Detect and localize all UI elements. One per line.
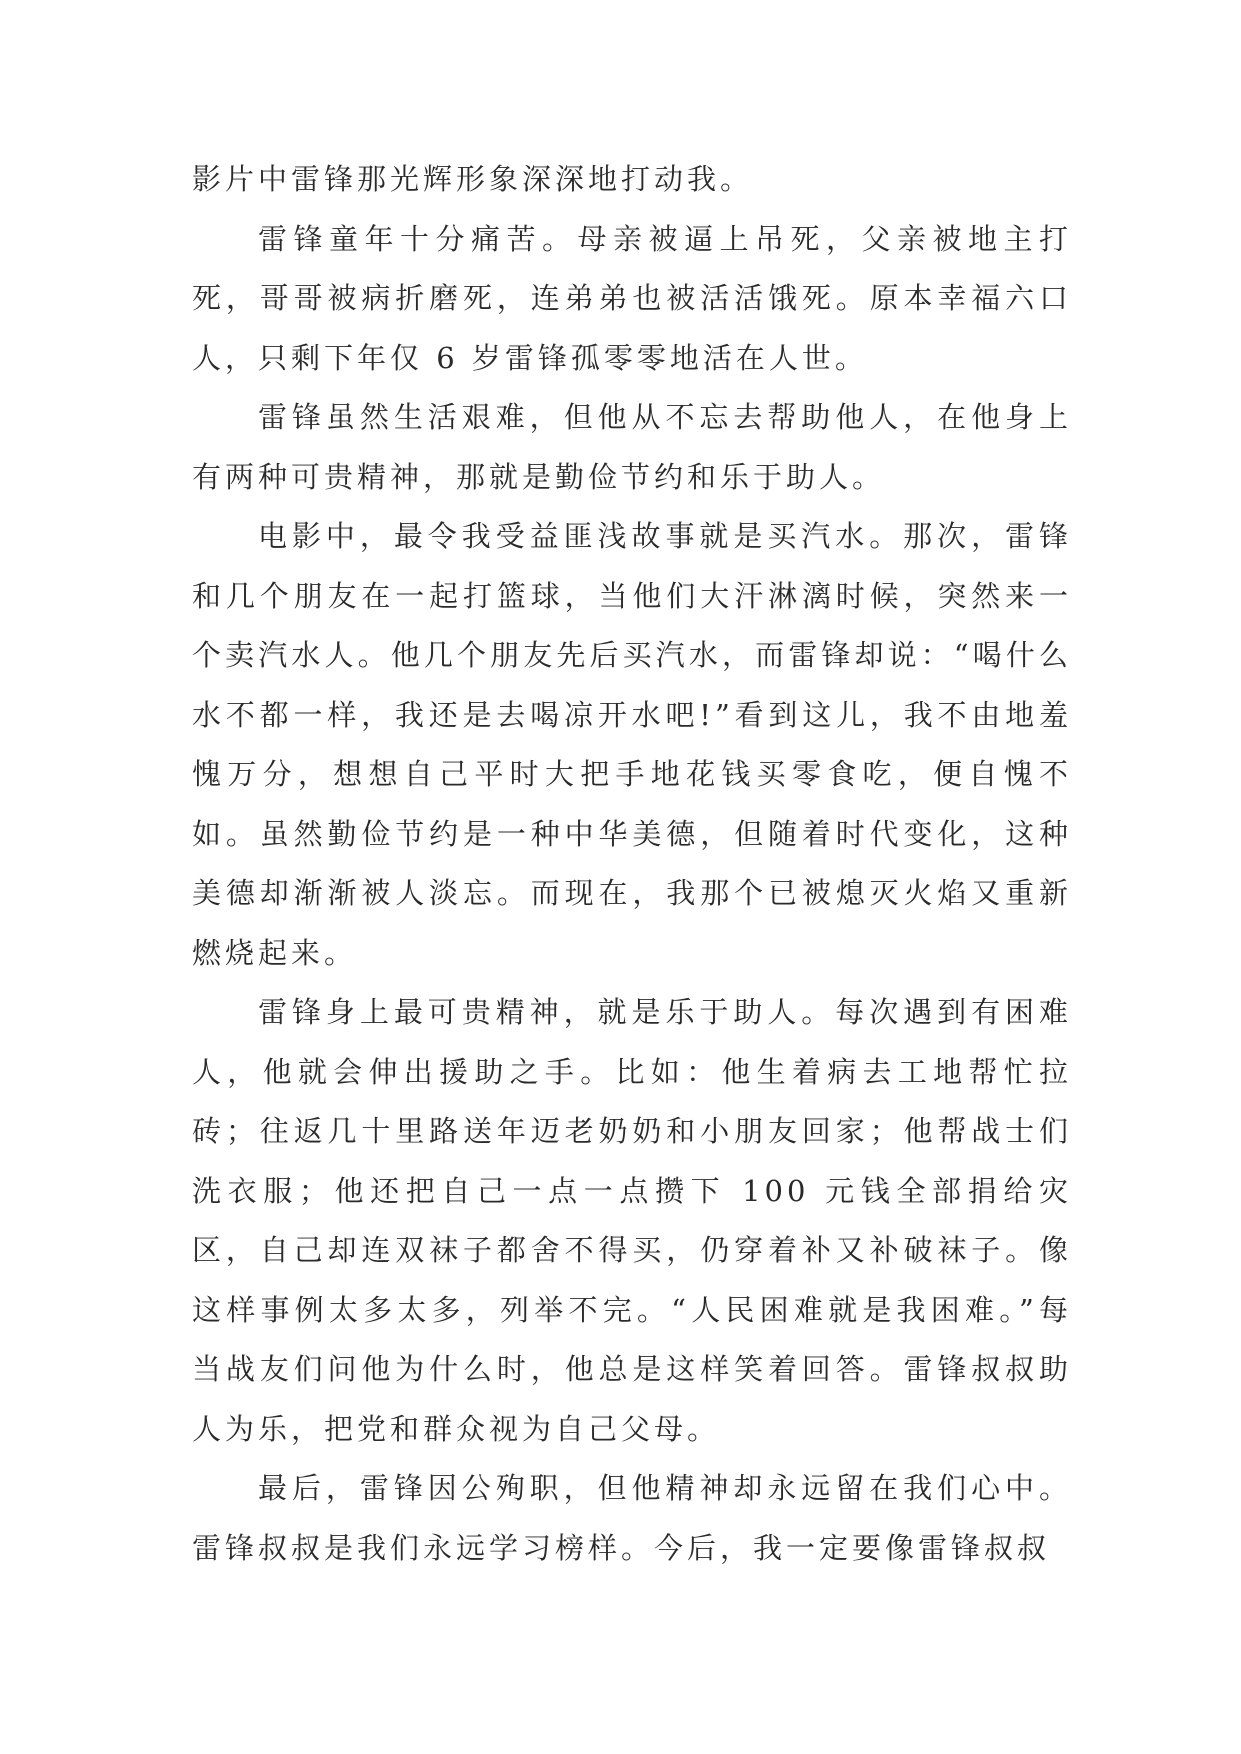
paragraph-3: 雷锋虽然生活艰难，但他从不忘去帮助他人，在他身上有两种可贵精神，那就是勤俭节约和乐于助人。 — [192, 400, 1072, 494]
paragraph-1: 影片中雷锋那光辉形象深深地打动我。 — [192, 162, 754, 196]
paragraph-5: 雷锋身上最可贵精神，就是乐于助人。每次遇到有困难人，他就会伸出援助之手。比如：他生着病去工地帮忙拉砖；往返几十里路送年迈老奶奶和小朋友回家；他帮战士们洗衣服；他还把自己一点一点攒下 100 元钱全部捐给灾区，自己却连双袜子都舍不得买，仍穿着补又补破袜子。像这样事例太多太多，列举不完。“人民困难就是我困难。”每当战友们问他为什么时，他总是这样笑着回答。雷锋叔叔助人为乐，把党和群众视为自己父母。 — [192, 995, 1072, 1446]
paragraph-6: 最后，雷锋因公殉职，但他精神却永远留在我们心中。雷锋叔叔是我们永远学习榜样。今后，我一定要像雷锋叔叔 — [192, 1471, 1072, 1565]
document-body — [192, 150, 1072, 1578]
paragraph-2: 雷锋童年十分痛苦。母亲被逼上吊死，父亲被地主打死，哥哥被病折磨死，连弟弟也被活活饿死。原本幸福六口人，只剩下年仅 6 岁雷锋孤零零地活在人世。 — [192, 221, 1072, 375]
paragraph-4: 电影中，最令我受益匪浅故事就是买汽水。那次，雷锋和几个朋友在一起打篮球，当他们大汗淋漓时候，突然来一个卖汽水人。他几个朋友先后买汽水，而雷锋却说：“喝什么水不都一样，我还是去喝凉开水吧!”看到这儿，我不由地羞愧万分，想想自己平时大把手地花钱买零食吃，便自愧不如。虽然勤俭节约是一种中华美德，但随着时代变化，这种美德却渐渐被人淡忘。而现在，我那个已被熄灭火焰又重新燃烧起来。 — [192, 519, 1072, 970]
